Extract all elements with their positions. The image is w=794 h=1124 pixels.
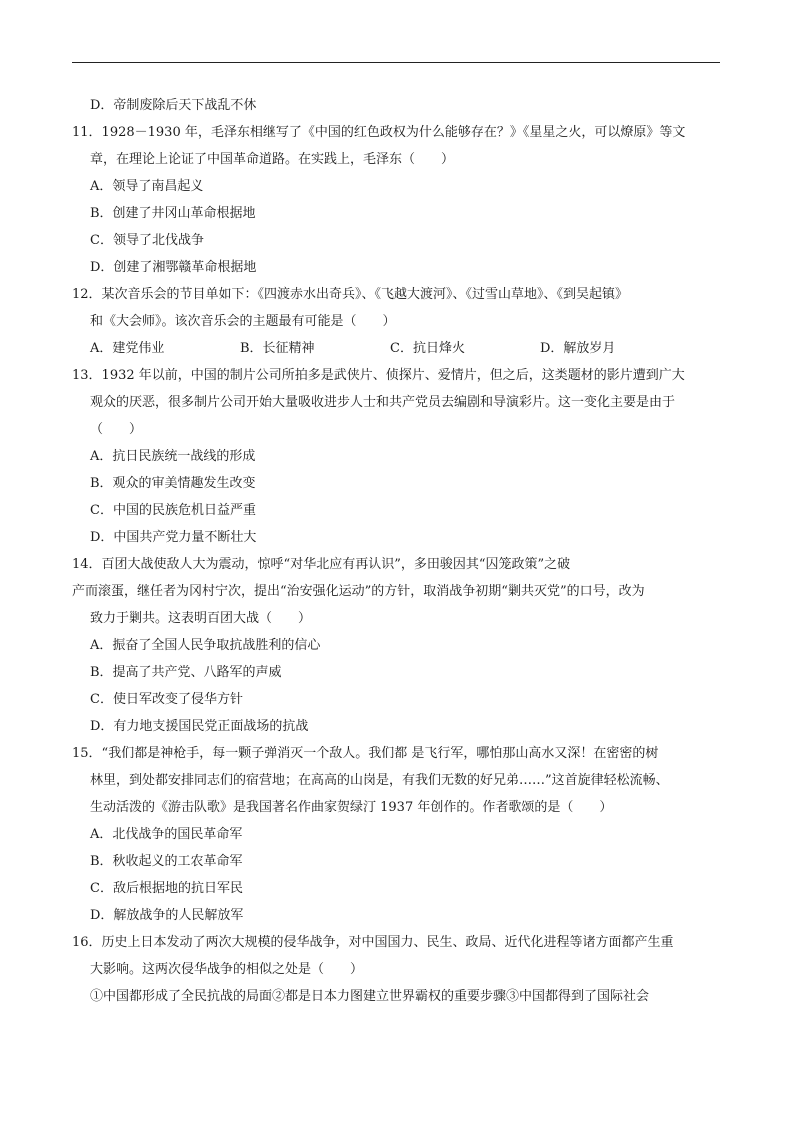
q11-option-b: B．创建了井冈山革命根据地 (90, 206, 256, 221)
q12-stem-line-2: 和《大会师》。该次音乐会的主题最有可能是（ ） (90, 314, 396, 329)
q14-option-c: C．使日军改变了侵华方针 (90, 692, 243, 707)
q14-stem-line-3: 致力于剿共。这表明百团大战（ ） (90, 611, 312, 626)
q14-stem-line-2: 产而滚蛋，继任者为冈村宁次，提出“治安强化运动”的方针，取消战争初期“剿共灭党”的口号，改为 (72, 584, 645, 599)
q13-option-c: C．中国的民族危机日益严重 (90, 503, 256, 518)
q13-option-a: A．抗日民族统一战线的形成 (90, 449, 256, 464)
question-15 (72, 740, 722, 929)
q12-option-a: A．建党伟业 (90, 341, 165, 356)
q11-option-c: C．领导了北伐战争 (90, 233, 204, 248)
q16-stem-line-1: 16．历史上日本发动了两次大规模的侵华战争，对中国国力、民生、政局、近代化进程等诸方面都产生重 (72, 935, 674, 950)
q13-option-b: B．观众的审美情趣发生改变 (90, 476, 256, 491)
q15-option-d: D．解放战争的人民解放军 (90, 908, 244, 923)
question-16 (72, 929, 722, 1010)
q13-stem-line-1: 13．1932 年以前，中国的制片公司所拍多是武侠片、侦探片、爱情片，但之后，这类题材的影片遭到广大 (72, 368, 685, 383)
q12-option-d: D．解放岁月 (540, 341, 616, 356)
q12-stem-line-1: 12．某次音乐会的节目单如下：《四渡赤水出奇兵》、《飞越大渡河》、《过雪山草地》、《到吴起镇》 (72, 287, 629, 302)
exam-page-content (72, 92, 722, 1010)
q16-stem-line-2: 大影响。这两次侵华战争的相似之处是（ ） (90, 962, 364, 977)
q11-stem-line-1: 11．1928－1930 年，毛泽东相继写了《中国的红色政权为什么能够存在？》《星星之火，可以燎原》等文 (72, 125, 686, 140)
header-rule (72, 62, 720, 63)
q15-option-b: B．秋收起义的工农革命军 (90, 854, 243, 869)
q15-option-c: C．敌后根据地的抗日军民 (90, 881, 243, 896)
question-13 (72, 362, 722, 551)
q15-stem-line-2: 林里，到处都安排同志们的宿营地；在高高的山岗是，有我们无数的好兄弟……”这首旋律轻松流畅、 (90, 773, 669, 788)
q14-stem-line-1: 14．百团大战使敌人大为震动，惊呼“对华北应有再认识”，多田骏因其“囚笼政策”之破 (72, 557, 571, 572)
q14-option-a: A．振奋了全国人民争取抗战胜利的信心 (90, 638, 321, 653)
q13-stem-line-3: （ ） (90, 422, 143, 437)
q12-option-b: B．长征精神 (240, 341, 315, 356)
q16-stem-line-3: ①中国都形成了全民抗战的局面②都是日本力图建立世界霸权的重要步骤③中国都得到了国际社会 (90, 989, 650, 1004)
q14-option-b: B．提高了共产党、八路军的声威 (90, 665, 282, 680)
q11-option-a: A．领导了南昌起义 (90, 179, 204, 194)
question-14 (72, 551, 722, 740)
q11-stem-line-2: 章，在理论上论证了中国革命道路。在实践上，毛泽东（ ） (90, 152, 455, 167)
q15-stem-line-1: 15．“我们都是神枪手，每一颗子弹消灭一个敌人。我们都 是飞行军，哪怕那山高水又深！在密密的树 (72, 746, 659, 761)
q12-option-c: C．抗日烽火 (390, 341, 465, 356)
q15-option-a: A．北伐战争的国民革命军 (90, 827, 243, 842)
question-11 (72, 119, 722, 281)
q12-options-row (72, 335, 722, 362)
q13-stem-line-2: 观众的厌恶，很多制片公司开始大量吸收进步人士和共产党员去编剧和导演彩片。这一变化主要是由于 (90, 395, 676, 410)
q11-option-d: D．创建了湘鄂赣革命根据地 (90, 260, 257, 275)
q15-stem-line-3: 生动活泼的《游击队歌》是我国著名作曲家贺绿汀 1937 年创作的。作者歌颂的是（ ） (90, 800, 613, 815)
question-12 (72, 281, 722, 362)
q13-option-d: D．中国共产党力量不断壮大 (90, 530, 257, 545)
q14-option-d: D．有力地支援国民党正面战场的抗战 (90, 719, 309, 734)
q10-option-d: D．帝制废除后天下战乱不休 (90, 98, 257, 113)
